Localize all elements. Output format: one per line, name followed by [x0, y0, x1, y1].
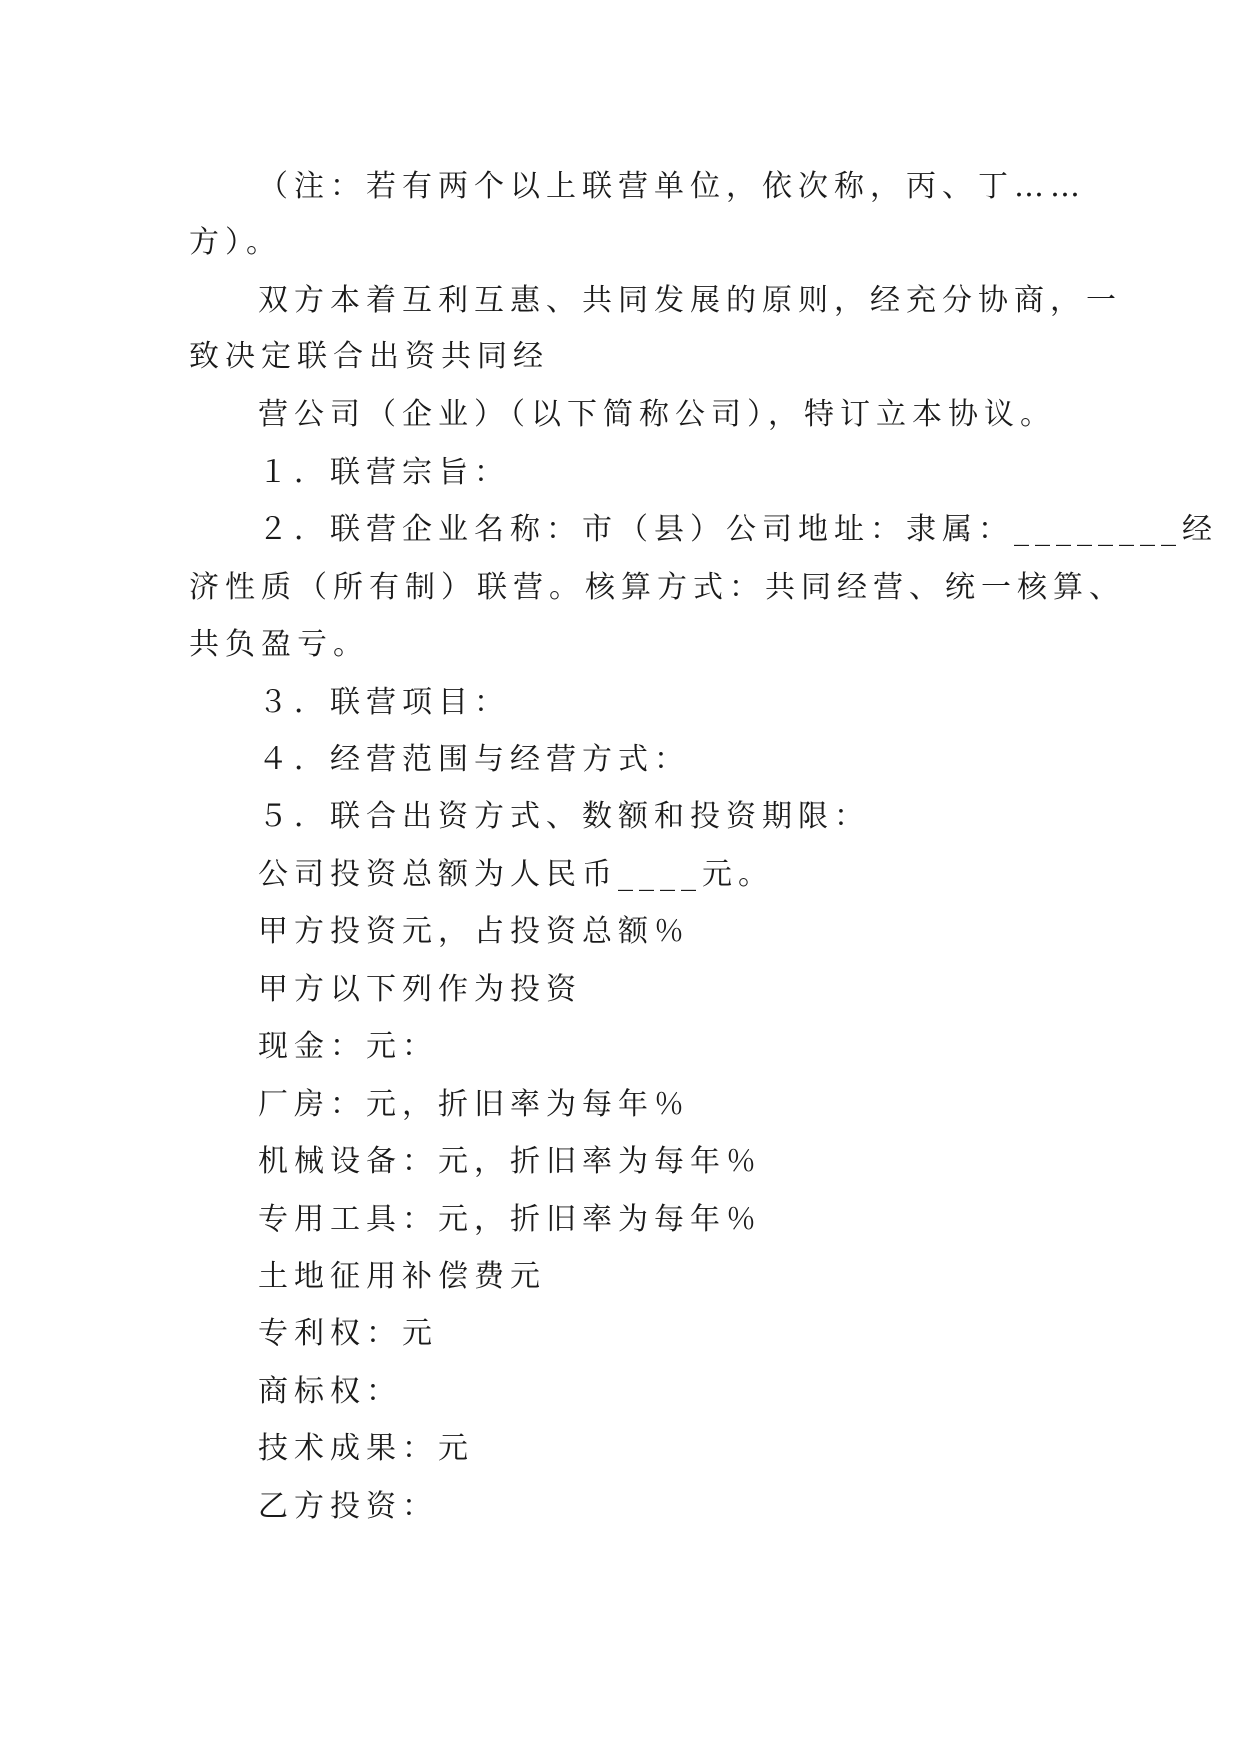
machinery-line: 机械设备：元，折旧率为每年％: [258, 1144, 762, 1179]
party-a-items-heading: 甲方以下列作为投资: [258, 972, 582, 1007]
patent-line: 专利权：元: [258, 1316, 438, 1351]
clause-2-line-3: 共负盈亏。: [189, 627, 369, 662]
trademark-line: 商标权：: [258, 1374, 402, 1409]
land-compensation-line: 土地征用补偿费元: [258, 1259, 546, 1294]
intro-line-1: 双方本着互利互惠、共同发展的原则，经充分协商，一: [258, 283, 1122, 318]
plant-line: 厂房：元，折旧率为每年％: [258, 1087, 690, 1122]
intro-line-3: 营公司（企业）（以下简称公司），特订立本协议。: [258, 397, 1056, 432]
party-a-investment-line: 甲方投资元，占投资总额％: [258, 914, 690, 949]
total-investment-line: 公司投资总额为人民币____元。: [258, 857, 774, 892]
clause-3: ３．联营项目：: [258, 685, 510, 720]
clause-5: ５．联合出资方式、数额和投资期限：: [258, 799, 870, 834]
party-b-investment-line: 乙方投资：: [258, 1489, 438, 1524]
technology-line: 技术成果：元: [258, 1431, 474, 1466]
intro-line-2: 致决定联合出资共同经: [189, 339, 549, 374]
clause-1: １．联营宗旨：: [258, 455, 510, 490]
clause-2-line-2: 济性质（所有制）联营。核算方式：共同经营、统一核算、: [189, 570, 1125, 605]
clause-4: ４．经营范围与经营方式：: [258, 742, 690, 777]
tools-line: 专用工具：元，折旧率为每年％: [258, 1202, 762, 1237]
clause-2-line-1: ２．联营企业名称：市（县）公司地址：隶属：________经: [258, 512, 1218, 547]
note-line-2: 方）。: [189, 225, 282, 260]
note-line-1: （注：若有两个以上联营单位，依次称，丙、丁……: [258, 169, 1086, 204]
cash-line: 现金：元：: [258, 1029, 438, 1064]
